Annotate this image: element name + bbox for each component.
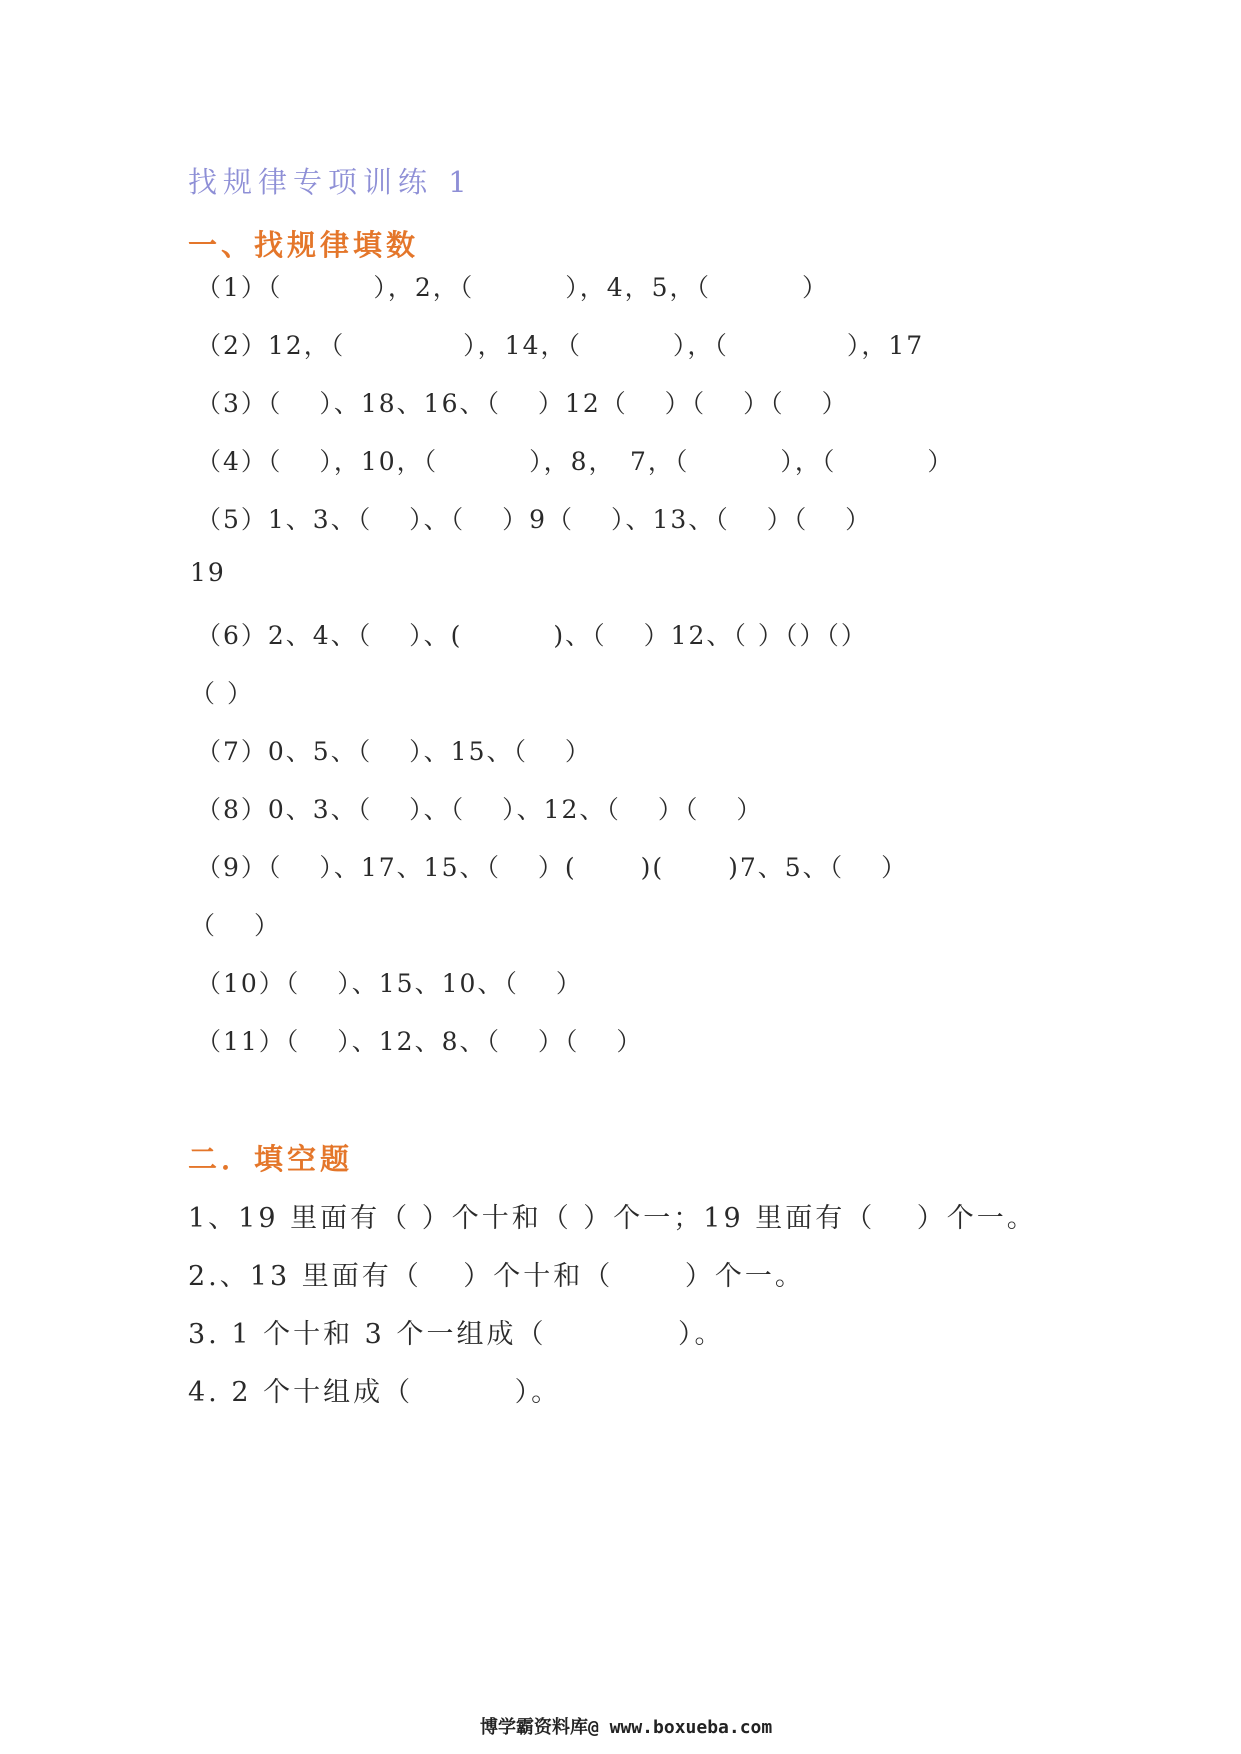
exercise-line: （1）（ ），2，（ ），4，5，（ ） <box>196 273 829 302</box>
exercise-line-continuation: 19 <box>190 558 226 587</box>
section-heading-find-pattern: 一、找规律填数 <box>188 228 420 262</box>
document-title: 找规律专项训练 1 <box>188 165 473 199</box>
footer-watermark: 博学霸资料库@ www.boxueba.com <box>480 1717 773 1738</box>
exercise-line-continuation: （ ） <box>190 679 254 708</box>
exercise-line: （5）1、3、（ ）、（ ）9（ ）、13、（ ）（ ） <box>196 505 873 534</box>
exercise-line: （11）（ ）、12、8、（ ）（ ） <box>196 1027 644 1056</box>
exercise-line: （9）（ ）、17、15、（ ）( )( )7、5、（ ） <box>196 853 909 882</box>
exercise-line: （8）0、3、（ ）、（ ）、12、（ ）（ ） <box>196 795 764 824</box>
exercise-line: （3）（ ）、18、16、（ ）12（ ）（ ）（ ） <box>196 389 849 418</box>
exercise-line: （2）12，（ ），14，（ ），（ ），17 <box>196 331 925 360</box>
fill-blank-question: 3. 1 个十和 3 个一组成（ ）。 <box>188 1319 725 1350</box>
fill-blank-question: 1、19 里面有（ ）个十和（ ）个一；19 里面有（ ）个一。 <box>188 1203 1037 1234</box>
exercise-line: （4）（ ），10，（ ），8， 7，（ ），（ ） <box>196 447 955 476</box>
exercise-line: （7）0、5、（ ）、15、（ ） <box>196 737 592 766</box>
exercise-line: （6）2、4、（ ）、( )、（ ）12、（ ）（）（） <box>196 621 868 650</box>
exercise-line: （10）（ ）、15、10、（ ） <box>196 969 583 998</box>
section-heading-fill-blanks: 二．填空题 <box>188 1142 354 1176</box>
exercise-line-continuation: （ ） <box>190 911 281 940</box>
fill-blank-question: 4. 2 个十组成（ ）。 <box>188 1377 562 1408</box>
fill-blank-question: 2.、13 里面有（ ）个十和（ ）个一。 <box>188 1261 805 1292</box>
